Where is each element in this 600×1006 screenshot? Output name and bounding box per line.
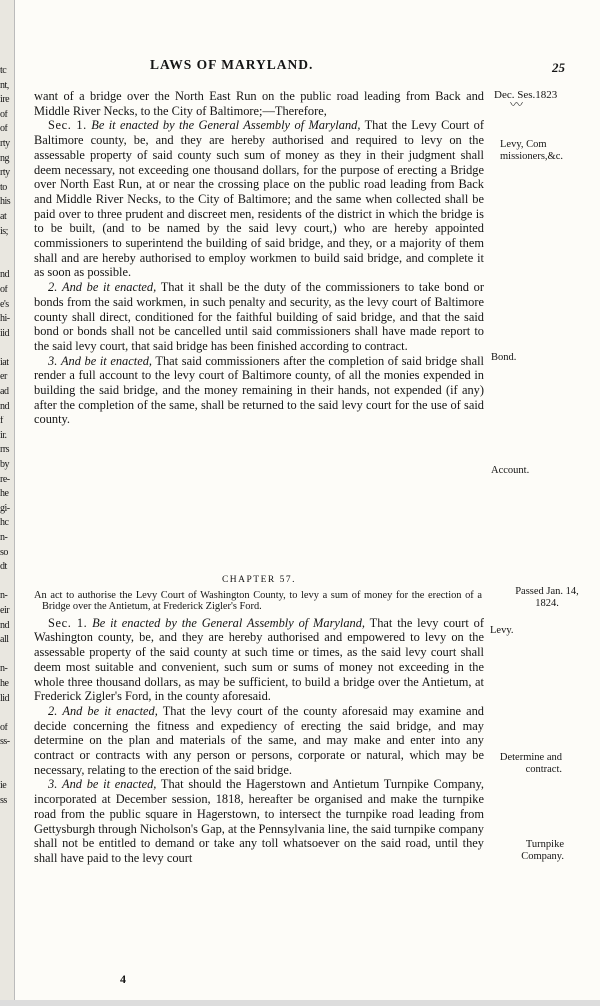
flourish-icon: 〰	[510, 97, 524, 112]
bleed-fragment	[0, 577, 16, 592]
page-number: 25	[552, 60, 565, 75]
bleed-fragment: he	[0, 489, 9, 500]
bleed-fragment	[0, 650, 16, 665]
margin-note-bond: Bond.	[491, 352, 517, 363]
section-2: 2. And be it enacted, That it shall be the duty of the commissioners to take bond or bonds from the said workmen, in such penalty and security, as the levy court of Baltimore county shall direct, conditioned for the faithful building of said bridge, and that the said bond or bonds shall not be cancelled until said commissioners shall have made report to the said levy court, that said bridge has been finished according to contract.	[34, 280, 484, 353]
bleed-fragment	[0, 343, 16, 358]
bleed-fragment: dt	[0, 562, 7, 573]
bleed-fragment: rrs	[0, 445, 10, 456]
bleed-fragment	[0, 708, 16, 723]
scan-bottom-edge	[0, 1000, 600, 1006]
bleed-fragment: to	[0, 182, 7, 193]
bleed-fragment: at	[0, 211, 7, 222]
bleed-fragment: iid	[0, 328, 10, 339]
bleed-fragment: by	[0, 460, 9, 471]
chapter-57-section-2: 2. And be it enacted, That the levy court of the county aforesaid may examine and decide concerning the fitness and expediency of erecting the said bridge, and may determine on the plan and materials of the same, and may make and enter into any contract or contracts with any person or persons, corporate or natural, which may be necessary, relating to the erection of the said bridge.	[34, 703, 484, 777]
bleed-fragment: er	[0, 372, 7, 383]
bleed-fragment: n-	[0, 664, 8, 675]
bleed-fragment: of	[0, 109, 8, 120]
chapter-56-text	[34, 89, 484, 427]
bleed-fragment: e's	[0, 299, 9, 310]
margin-note-turnpike: Turnpike Company.	[521, 839, 564, 862]
bleed-fragment: is;	[0, 226, 8, 237]
section-3: 3. And be it enacted, That said commissioners after the completion of said bridge shall render a full account to the levy court of Baltimore county, of all the monies expended in building the said bridge, and the money remaining in their hands, not expended (if any) after the completion of the same, shall be returned to the said levy court for the use of said county.	[34, 353, 484, 427]
bleed-fragment: of	[0, 284, 8, 295]
bleed-fragment: rty	[0, 138, 10, 149]
bleed-fragment: ire	[0, 95, 10, 106]
bleed-fragment: eir	[0, 605, 10, 616]
bleed-fragment	[0, 767, 16, 782]
section-1: Sec. 1. Be it enacted by the General Assembly of Maryland, That the Levy Court of Baltimore county, be, and they are hereby authorised and required to levy on the assessable property of said county such sum of money as they in their judgment shall deem necessary, not exceeding one thousand dollars, for the purpose of erecting a Bridge over North East Run, at or near the crossing place on the public road leading from Back and Middle River Necks, to the City of Baltimore; and the same when collected shall be paid over to three prudent and discreet men, residents of the district in which the bridge is to be built, (and to be named by the said levy court,) who are hereby appointed commissioners to superintend the building of said bridge, and they, or a majority of them shall and are hereby authorised to employ workmen to build said bridge, and complete it as soon as possible.	[34, 118, 484, 280]
bleed-fragment: ad	[0, 387, 9, 398]
bleed-fragment: nd	[0, 401, 9, 412]
bleed-fragment: ir.	[0, 430, 7, 441]
bleed-fragment: ie	[0, 781, 7, 792]
previous-page-bleed	[0, 66, 16, 810]
bleed-fragment: ng	[0, 153, 9, 164]
act-title: An act to authorise the Levy Court of Washington County, to levy a sum of money for the erection of a Bridge over the Antietum, at Frederick Zigler's Ford.	[34, 589, 482, 613]
page-title: LAWS OF MARYLAND.	[150, 57, 314, 72]
running-head	[150, 57, 570, 73]
bleed-fragment: gi-	[0, 503, 10, 514]
chapter-57-section-1: Sec. 1. Be it enacted by the General Assembly of Maryland, That the levy court of Washington county, be, and they are hereby authorised and empowered to levy on the assessable property of the said county at such time or times, as the said levy court shall deem most suitable and convenient, such sum or sums of money not exceeding in the whole three thousand dollars, as may be sufficient, to build a bridge over the Antietum, at Frederick Zigler's Ford, in the county aforesaid.	[34, 615, 484, 704]
bleed-fragment	[0, 241, 16, 256]
bleed-fragment: lid	[0, 693, 10, 704]
bleed-fragment: rty	[0, 168, 10, 179]
bleed-fragment: he	[0, 678, 9, 689]
margin-note-levy: Levy.	[490, 625, 514, 636]
margin-note-account: Account.	[491, 465, 530, 476]
bleed-fragment: iat	[0, 357, 9, 368]
bleed-fragment: all	[0, 635, 9, 646]
margin-note-levy-commissioners: Levy, Com missioners,&c.	[500, 139, 563, 162]
bleed-fragment: of	[0, 124, 8, 135]
margin-note-determine: Determine and contract.	[499, 752, 562, 775]
chapter-heading: CHAPTER 57.	[221, 575, 297, 585]
bleed-fragment: nt,	[0, 80, 9, 91]
bleed-fragment: hc	[0, 518, 9, 529]
bleed-fragment: ss-	[0, 737, 10, 748]
bleed-fragment: hi-	[0, 314, 10, 325]
bleed-fragment: f	[0, 416, 3, 427]
bleed-fragment: ss	[0, 795, 7, 806]
chapter-57-text	[34, 569, 484, 866]
preamble-continuation: want of a bridge over the North East Run on the public road leading from Back and Middle River Necks, to the City of Baltimore;—Therefore,	[34, 89, 484, 118]
bleed-fragment	[0, 752, 16, 767]
bleed-fragment	[0, 256, 16, 271]
bleed-fragment: re-	[0, 474, 10, 485]
bleed-fragment: n-	[0, 591, 8, 602]
margin-note-session: Dec. Ses.1823 〰	[494, 89, 594, 109]
bleed-fragment: tc	[0, 66, 7, 76]
bleed-fragment: nd	[0, 620, 9, 631]
margin-note-passed: Passed Jan. 14, 1824.	[515, 586, 579, 609]
bleed-fragment: nd	[0, 270, 9, 281]
sheet-signature: 4	[120, 972, 126, 986]
bleed-fragment: so	[0, 547, 8, 558]
bleed-fragment: n-	[0, 533, 8, 543]
bleed-fragment: his	[0, 197, 11, 208]
chapter-57-section-3: 3. And be it enacted, That should the Hagerstown and Antietum Turnpike Company, incorporated at December session, 1818, hereafter be organised and make the turnpike road from the public square in Hagerstown, to intersect the turnpike road leading from Gettysburgh through Nicholson's Gap, at the Pennsylvania line, the said turnpike company shall not be entitled to demand or take any toll whatsoever on the said road, until they shall have paid to the levy court	[34, 777, 484, 865]
bleed-fragment: of	[0, 722, 8, 733]
